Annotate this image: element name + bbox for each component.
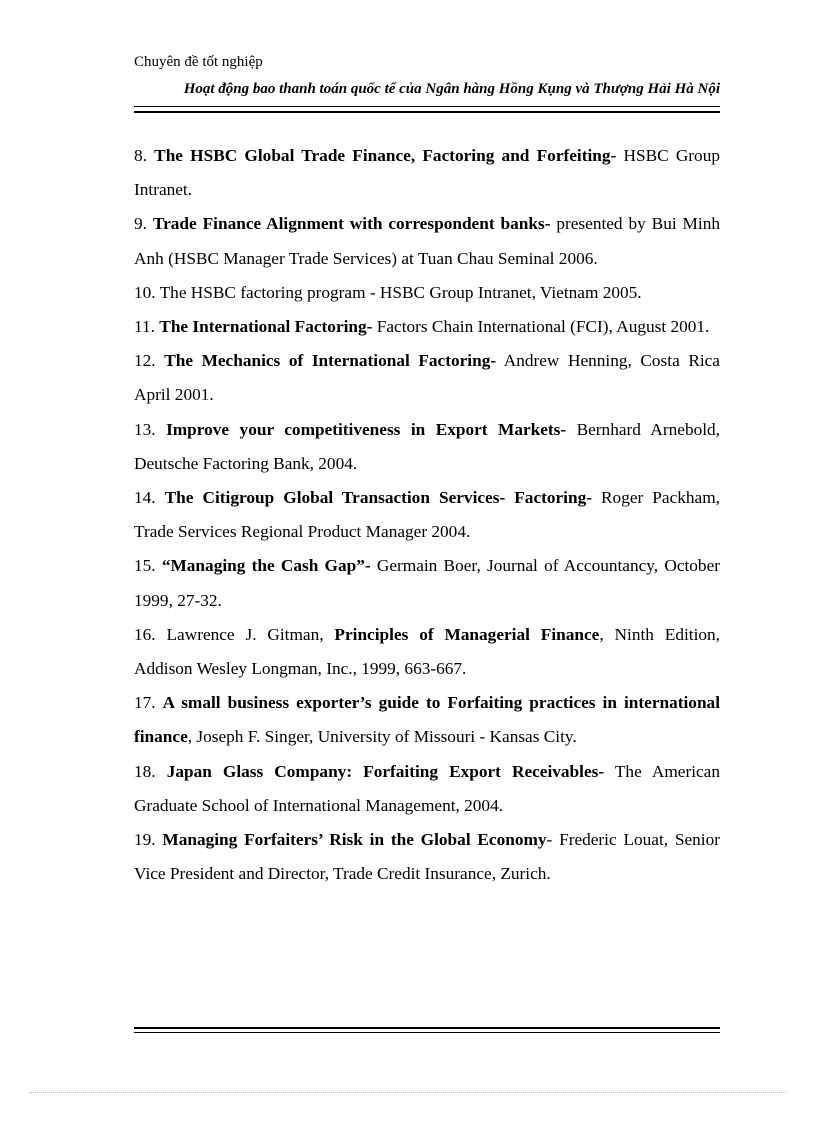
reference-details: - Frederic Louat, Senior Vice President and Director, Trade Credit Insurance, Zurich.	[134, 830, 720, 884]
reference-item	[134, 207, 720, 275]
page-edge-dotted-line	[30, 1092, 786, 1094]
reference-item	[134, 549, 720, 617]
reference-number: 15.	[134, 556, 156, 576]
reference-number: 12.	[134, 351, 156, 371]
reference-title: “Managing the Cash Gap”-	[161, 556, 371, 576]
footer-divider	[134, 1027, 720, 1033]
reference-item	[134, 276, 720, 310]
reference-details: HSBC Group Intranet.	[134, 146, 720, 200]
reference-item	[134, 344, 720, 412]
page-header	[134, 52, 720, 113]
reference-title: Principles of Managerial Finance	[334, 624, 600, 644]
reference-details: The American Graduate School of International Management, 2004.	[134, 761, 720, 815]
reference-number: 13.	[134, 419, 156, 439]
reference-details: Andrew Henning, Costa Rica April 2001.	[134, 351, 720, 405]
reference-item	[134, 481, 720, 549]
reference-number: 16.	[134, 624, 156, 644]
reference-details: Bernhard Arnebold, Deutsche Factoring Bank, 2004.	[134, 419, 720, 473]
reference-details: Factors Chain International (FCI), August 2001.	[372, 317, 710, 337]
reference-number: 17.	[134, 693, 156, 713]
reference-title: The Citigroup Global Transaction Services- Factoring-	[164, 488, 592, 508]
reference-number: 18.	[134, 761, 156, 781]
reference-item	[134, 823, 720, 891]
reference-title: Improve your competitiveness in Export Markets-	[166, 419, 567, 439]
reference-item	[134, 686, 720, 754]
reference-list	[134, 139, 720, 891]
reference-number: 11.	[134, 317, 155, 337]
reference-number: 19.	[134, 830, 156, 850]
reference-details: presented by Bui Minh Anh (HSBC Manager Trade Services) at Tuan Chau Seminal 2006.	[134, 214, 720, 268]
reference-details: Roger Packham, Trade Services Regional Product Manager 2004.	[134, 488, 720, 542]
reference-number: 8.	[134, 146, 147, 165]
reference-details: Germain Boer, Journal of Accountancy, October 1999, 27-32.	[134, 556, 720, 610]
header-thesis-label: Chuyên đề tốt nghiệp	[134, 54, 263, 70]
reference-author: Lawrence J. Gitman,	[166, 624, 335, 644]
reference-title: Trade Finance Alignment with correspondent banks-	[152, 214, 551, 234]
reference-item	[134, 618, 720, 686]
reference-title: A small business exporter’s guide to Forfaiting practices in international finance	[134, 693, 720, 747]
reference-item	[134, 310, 720, 344]
reference-item	[134, 139, 720, 207]
reference-details: The HSBC factoring program - HSBC Group Intranet, Vietnam 2005.	[159, 282, 642, 302]
reference-title: The International Factoring-	[159, 317, 373, 337]
header-thesis-title: Hoạt động bao thanh toán quốc tế của Ngân hàng Hồng Kụng và Thượng Hải Hà Nội	[183, 81, 720, 97]
reference-item	[134, 413, 720, 481]
reference-title: The HSBC Global Trade Finance, Factoring and Forfeiting-	[154, 146, 617, 165]
reference-number: 14.	[134, 488, 156, 508]
reference-title: Managing Forfaiters’ Risk in the Global Economy	[162, 830, 547, 850]
reference-item	[134, 755, 720, 823]
reference-details: , Joseph F. Singer, University of Missouri - Kansas City.	[187, 727, 577, 747]
reference-number: 9.	[134, 214, 147, 234]
reference-title: The Mechanics of International Factoring-	[164, 351, 497, 371]
reference-details: , Ninth Edition, Addison Wesley Longman, Inc., 1999, 663-667.	[134, 624, 720, 679]
reference-title: Japan Glass Company: Forfaiting Export Receivables-	[166, 761, 605, 781]
header-divider	[134, 106, 720, 113]
reference-number: 10.	[134, 282, 156, 302]
